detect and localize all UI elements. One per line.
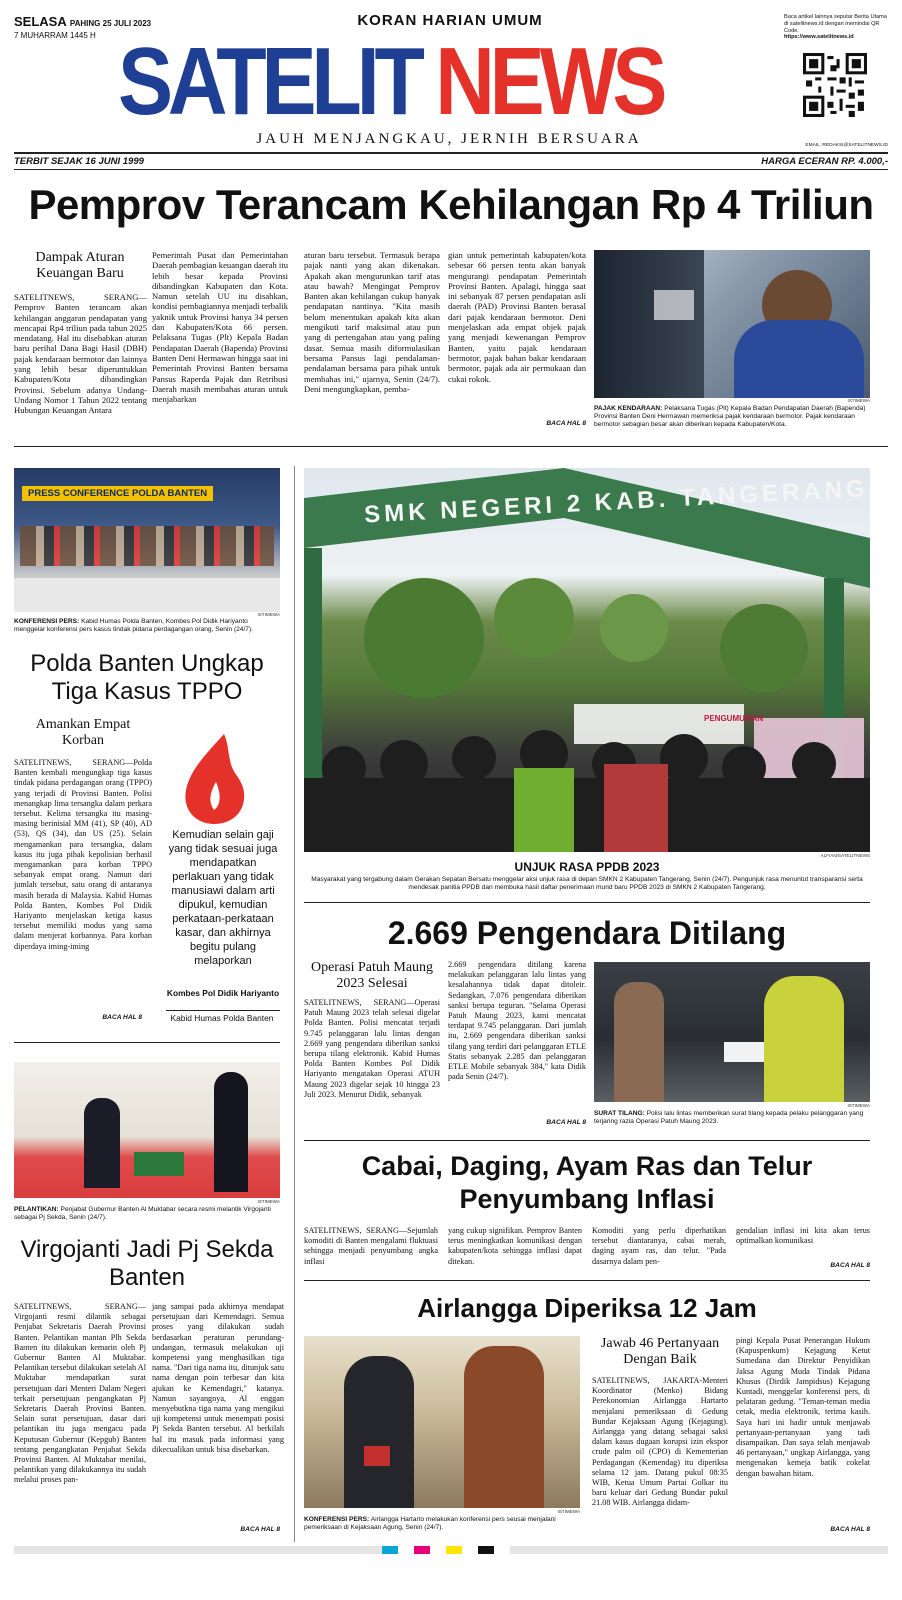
virgo-credit: ISTIMEWA <box>257 1199 280 1204</box>
lead-photo <box>594 250 870 398</box>
quote-rule <box>166 1010 280 1011</box>
polda-banner: PRESS CONFERENCE POLDA BANTEN <box>22 486 213 501</box>
lead-headline: Pemprov Terancam Kehilangan Rp 4 Triliun <box>28 181 874 228</box>
cabai-headline: Cabai, Daging, Ayam Ras dan Telur Penyumbang Inflasi <box>361 1151 813 1214</box>
polda-quote: Kemudian selain gaji yang tidak sesuai juga mendapatkan perlakuan yang tidak manusiawi dalam arti dipukul, kemudian perkataan-perkataan kasar, dan akhirnya begitu pulang melaporkan <box>168 829 278 967</box>
polda-headline: Polda Banten Ungkap Tiga Kasus TPPO <box>30 650 264 705</box>
hijri-label: 7 MUHARRAM 1445 H <box>14 31 96 40</box>
virgo-caption <box>14 1206 280 1222</box>
pahing-label: PAHING 25 JULI 2023 <box>69 19 152 28</box>
tilang-headline: 2.669 Pengendara Ditilang <box>387 915 787 951</box>
cyan-swatch <box>382 1546 398 1554</box>
ppdb-bottom-rule <box>304 902 870 903</box>
lead-col-2: Pemerintah Pusat dan Pemerintahan Daerah pembagian keuangan daerah itu lebih besar kepada Provinsi dibandingkan Kabupaten dan Kota. Namun setelah UU itu disahkan, kondisi pembagiannya menjadi terbalik yaknik untuk Provinsi hanya 34 persen dan Kabupaten/Kota 66 persen. Pelaksana Tugas (Plt) Kepala Badan Pendapatan Daerah (Bapenda) Provinsi Banten Deni Hermawan hingga saat ini Pemerintah Provinsi Banten bersama Pansus Raperda Pajak dan Retribusi Daerah masih membahas aturan untuk menjabarkan <box>152 250 289 405</box>
tilang-subhead: Operasi Patuh Maung 2023 Selesai <box>310 960 434 991</box>
cabai-col-4: gendalian inflasi ini kita akan terus optimalkan komunikasi <box>736 1226 870 1246</box>
magenta-swatch <box>414 1546 430 1554</box>
tilang-caption-label: SURAT TILANG: <box>594 1110 645 1117</box>
airlangga-headline: Airlangga Diperiksa 12 Jam <box>417 1293 757 1323</box>
airlangga-caption-text: Airlangga Hartarto melakukan konferensi pers seusai menjalani pemeriksaan di Kejaksaan Agung, Senin (24/7). <box>304 1516 556 1532</box>
sub-rule <box>14 169 888 170</box>
color-registration-bar <box>382 1546 510 1554</box>
qr-code-icon[interactable] <box>803 53 867 117</box>
virgo-photo <box>14 1062 280 1198</box>
polda-caption-label: KONFERENSI PERS: <box>14 618 80 625</box>
virgo-caption-text: Penjabat Gubernur Banten Al Muktabar secara resmi melantik Virgojanti sebagai Pj Sekda, Senin (24/7). <box>14 1206 271 1222</box>
yellow-swatch <box>446 1546 462 1554</box>
terbit-label: TERBIT SEJAK 16 JUNI 1999 <box>14 156 144 167</box>
airlangga-col-2: pingi Kepala Pusat Penerangan Hukum (Kapuspenkum) Kejagung Ketut Sumedana dan Direktur Penyidikan Jaksa Agung Muda Tindak Pidana Khusus (Dirdik Jampidsus) Kejagung Kuntadi, menggelar konferensi pers, di pelataran gedung. "Teman-teman media cetak, media elektronik, terima kasih. Saya hari ini hadir untuk menjawab pertanyaan-pertanyaan yang tadi disampaikan. Dan saya telah menjawab 46 pertanyaan," ungkap Airlangga, yang mengenakan kemeja batik cokelat dengan bawahan hitam. <box>736 1336 870 1478</box>
virgo-headline: Virgojanti Jadi Pj Sekda Banten <box>20 1236 274 1291</box>
tilang-credit: ISTIMEWA <box>847 1103 870 1108</box>
lead-bottom-rule <box>14 446 888 447</box>
ppdb-photo <box>304 468 870 852</box>
lead-col-4: gian untuk pemerintah kabupaten/kota sebesar 66 persen tentu akan banyak mengurangi pendapatan Pemerintah Provinsi Banten. Apalagi, hingga saat ini sebanyak 87 persen pendapatan asli daerah (PAD) Provinsi Banten berasal dari pajak kendaraan bermotor. Deni menjelaskan ada empat objek pajak yang menjadi kewenangan Pemprov Banten, yaitu pajak kendaraan bermotor, pajak bahan bakar kendaraan bermotor, pajak ada air permukaan dan cukai rokok. <box>448 250 586 384</box>
white-swatch <box>398 1546 414 1554</box>
lead-baca[interactable]: BACA HAL 8 <box>546 420 586 427</box>
virgo-col-1: SATELITNEWS, SERANG—Virgojanti resmi dilantik sebagai Penjabat Sekretaris Daerah Provinsi Banten. Pelantikan mantan Plh Sekda Banten itu dilakukan kemarin oleh Pj Gubernur Banten Al Muktabar. Pelantikan tersebut dilakukan setelah Al Muktabar mendapatkan surat persetujuan dari Menteri Dalam Negeri terkait persetujuan pengangkatan Pj Sekretaris Daerah Provinsi Banten. Selain surat persetujuan, dasar dari pelantikan itu juga mengacu pada Keputusan Gubernur (Kepgub) Banten tentang pengangkatan Penjabat Sekda Provinsi Banten. Al Muktabar menilai, pelantikan yang dilakukannya itu sudah melalui proses pan- <box>14 1302 146 1485</box>
polda-quote-name: Kombes Pol Didik Hariyanto <box>166 988 280 998</box>
flame-quote-icon <box>176 730 252 826</box>
lead-caption-text: Pelaksana Tugas (Plt) Kepala Badan Pendapatan Daerah (Bapenda) Provinsi Banten Deni Hermawan memeriksa pajak kendaraan bermotor. Pajak kendaraan bermotor sebagian besar akan diberikan kepada Kabupaten/Kota. <box>594 405 866 429</box>
tilang-col-2: 2.669 pengendara ditilang karena melakukan pelanggaran lalu lintas yang kesalahannya tidak dapat ditoleir. Sedangkan, 7.076 pengendara diberikan sanksi berupa teguran. "Selama Operasi Patuh Maung 2023, kami mencatat terdapat 9.745 pelanggaran. Dari jumlah itu, 2.669 pengendara diberikan sanksi tilang yang terdiri dari pelanggaran ETLE Statis sebanyak 2.285 dan pelanggaran ETLE Mobile sebanyak 384," kata Didik pada Senin (24/7). <box>448 960 586 1082</box>
airlangga-subhead: Jawab 46 Pertanyaan Dengan Baik <box>600 1336 720 1367</box>
lead-col-1: SATELITNEWS, SERANG—Pemprov Banten terancam akan kehilangan anggaran pendapatan yang mencapai Rp4 triliun pada tahun 2025 mendatang. Hal itu disebabkan aturan baru perihal Dana Bagi Hasil (DBH) pajak kendaraan bermotor dan lainnya yang lebih besar diperuntukkan Kabupaten/Kota dibandingkan Provinsi. Sebelum adanya Undang-Undang Nomor 1 Tahun 2022 tentang Hubungan Keuangan Antara <box>14 292 147 416</box>
qr-note-text: Baca artikel lainnya seputar Berita Utama di satelitnews.id dengan memindai QR Code. <box>784 14 887 34</box>
tilang-bottom-rule <box>304 1140 870 1141</box>
day-label: SELASA <box>14 14 67 29</box>
lead-subhead: Dampak Aturan Keuangan Baru <box>35 250 125 281</box>
cabai-col-3: Komoditi yang perlu diperhatikan tersebut diantaranya, cabai merah, daging ayam ras, dan telur. "Pada dasarnya dalam pen- <box>592 1226 726 1266</box>
harga-label: HARGA ECERAN RP. 4.000,- <box>761 156 888 167</box>
top-rule <box>14 152 888 154</box>
polda-quote-role: Kabid Humas Polda Banten <box>170 1013 274 1023</box>
virgo-col-2: jang sampai pada akhirnya mendapat persetujuan dari Kemendagri. Semua proses yang dilakukan sudah berdasarkan peraturan perundang-undangan, termasuk melakukan uji kompetensi yang menghasilkan tiga nama. "Dari tiga nama itu, ditunjuk satu nama dengan poin terbesar dan kita ajukan ke Kemendagri," katanya. Namun sayangnya, Al enggan menyebutkna tiga nama yang mengikui uji kompetensi untuk menempati posisi Pj Sekda Banten tersebut. Al berkilah hal itu masuk pada informasi yang dikecualikan untuk bisa disebarkan. <box>152 1302 284 1454</box>
airlangga-baca[interactable]: BACA HAL 8 <box>830 1526 870 1533</box>
ppdb-arch-text: SMK NEGERI 2 KAB. TANGERANG <box>363 475 870 529</box>
airlangga-caption-label: KONFERENSI PERS: <box>304 1516 370 1523</box>
airlangga-col-1: SATELITNEWS, JAKARTA-Menteri Koordinator (Menko) Bidang Perekonomian Airlangga Hartarto menjalani pemeriksaan di Gedung Bundar Kejaksaan Agung (Kejagung). Airlangga yang datang sebagai saksi dalam kasus dugaan korupsi izin ekspor crude palm oil (CPO) di Kementerian Perdagangan (Kemendag) itu diperiksa selama 12 jam. Datang pukul 08:35 WIB, Ketua Umum Partai Golkar itu baru keluar dari Gedung Bundar pukul 21.08 WIB. Airlangga didam- <box>592 1376 728 1508</box>
lead-credit: ISTIMEWA <box>847 398 870 403</box>
lead-col-3: aturan baru tersebut. Termasuk berapa pajak nanti yang akan dikenakan. Apakah akan mengurunkan tarif atas atau bawah? Mengingat Pemprov Banten akan kehilangan cukup banyak pendapatan nantinya. "Kita masih belum menentukan apakah kita akan mengikuti tarif maksimal atau pun yang di pertengahan atau yang paling dasar. Semua masih diformulasikan bersama Pansus lagi pendalaman-pendalaman bersama para pihak untuk membahas ini," ujarnya, Senin (24/7). Deni mengungkapkan, pemba- <box>304 250 440 394</box>
polda-photo <box>14 468 280 612</box>
ppdb-title: UNJUK RASA PPDB 2023 <box>514 860 660 874</box>
ppdb-banner: PENGUMUMAN <box>704 714 764 723</box>
ppdb-credit: ALFIAN/SATELITNEWS <box>820 853 870 858</box>
airlangga-caption <box>304 1516 580 1532</box>
tilang-caption <box>594 1110 870 1126</box>
email-label: EMAIL: REDAKSI@SATELITNEWS.ID <box>805 143 888 148</box>
polda-bottom-rule <box>14 1042 280 1043</box>
tilang-photo <box>594 962 870 1102</box>
lead-caption-label: PAJAK KENDARAAN: <box>594 405 663 412</box>
cabai-col-2: yang cukup signifikan. Pemprov Banten terus meningkatkan komunikasi dengan kabupaten/kota sehingga imflasi dapat ditekan. <box>448 1226 582 1266</box>
lead-caption <box>594 405 870 430</box>
polda-credit: ISTIMEWA <box>257 612 280 617</box>
polda-caption <box>14 618 280 634</box>
tagline: JAUH MENJANGKAU, JERNIH BERSUARA <box>256 131 642 147</box>
white-swatch-4 <box>494 1546 510 1554</box>
qr-url[interactable]: https://www.satelitnews.id <box>784 34 854 41</box>
polda-body: SATELITNEWS, SERANG—Polda Banten kembali mengungkap tiga kasus tindak pidana perdagangan orang (TPPO) yang terjadi di Provinsi Banten. Polisi menangkap lima tersangka dalam perkara tersebut. Kelima tersangka itu masing-masing berinisial MM (41), SP (40), AD (53), QS (34), dan US (25). Selain mengamankan para tersangka, dalam kasus itu juga pihak kepolisian berhasil mengamankan para korban TPPO sebanyak empat orang. Namun dari jumlah tersebut, satu orang di antaranya masih berada di Malaysia. Kabid Humas Polda Banten, Kombes Pol Didik Hariyanto menjelaskan ketiga kasus tersebut memiliki modus yang sama dalam menjerat korbannya. Para korban diperdaya iming-iming <box>14 758 152 951</box>
qr-note <box>784 14 890 41</box>
polda-baca[interactable]: BACA HAL 8 <box>102 1014 142 1021</box>
logo-satelit: SATELIT <box>118 28 420 135</box>
logo-news: NEWS <box>435 28 663 135</box>
black-swatch <box>478 1546 494 1554</box>
ppdb-caption: Masyarakat yang tergabung dalam Gerakan Sepatan Bersatu menggelar aksi unjuk rasa di depan SMKN 2 Kabupaten Tangerang, Senin (24/7). Pengunjuk rasa menuntut transparansi serta mendesak panitia PPDB dan membuka hasil daftar penerimaan murid baru PPDB 2023 di SMKN 2 Kabupaten Tangerang. <box>311 876 863 892</box>
polda-subhead: Amankan Empat Korban <box>35 717 131 748</box>
column-divider <box>294 466 295 1542</box>
virgo-baca[interactable]: BACA HAL 8 <box>240 1526 280 1533</box>
tilang-col-1: SATELITNEWS, SERANG—Operasi Patuh Maung 2023 telah selesai digelar Polda Banten. Polisi mencatat terjadi 9.745 pelanggaran lalu lintas dengan 2.669 yang pengendara diberikan sanksi berupa tilang elektronik. Kabid Humas Polda Banten Kombes Pol Didik Hariyanto mengatakan Operasi ATUH Maung 2023 digelar sejak 10 hingga 23 Juli 2023. Menurut Didik, sebanyak <box>304 998 440 1099</box>
polda-caption-text: Kabid Humas Polda Banten, Kombes Pol Didik Hariyanto menggelar konferensi pers kasus tindak pidana perdagangan orang, Senin (24/7). <box>14 618 253 634</box>
cabai-bottom-rule <box>304 1280 870 1281</box>
cabai-baca[interactable]: BACA HAL 8 <box>830 1262 870 1269</box>
white-swatch-3 <box>462 1546 478 1554</box>
tilang-caption-text: Polisi lalu lintas memberikan surat tilang kepada pelaku pelanggaran yang terjaring razia Operasi Patuh Maung 2023. <box>594 1110 864 1126</box>
tilang-baca[interactable]: BACA HAL 8 <box>546 1119 586 1126</box>
cabai-col-1: SATELITNEWS, SERANG—Sejumlah komoditi di Banten mengalami fluktuasi sehingga menjadi penyumbang angka inflasi <box>304 1226 438 1266</box>
virgo-caption-label: PELANTIKAN: <box>14 1206 59 1213</box>
logo <box>118 28 686 135</box>
airlangga-credit: ISTIMEWA <box>557 1509 580 1514</box>
airlangga-photo <box>304 1336 580 1508</box>
koran-label: KORAN HARIAN UMUM <box>357 12 543 29</box>
white-swatch-2 <box>430 1546 446 1554</box>
